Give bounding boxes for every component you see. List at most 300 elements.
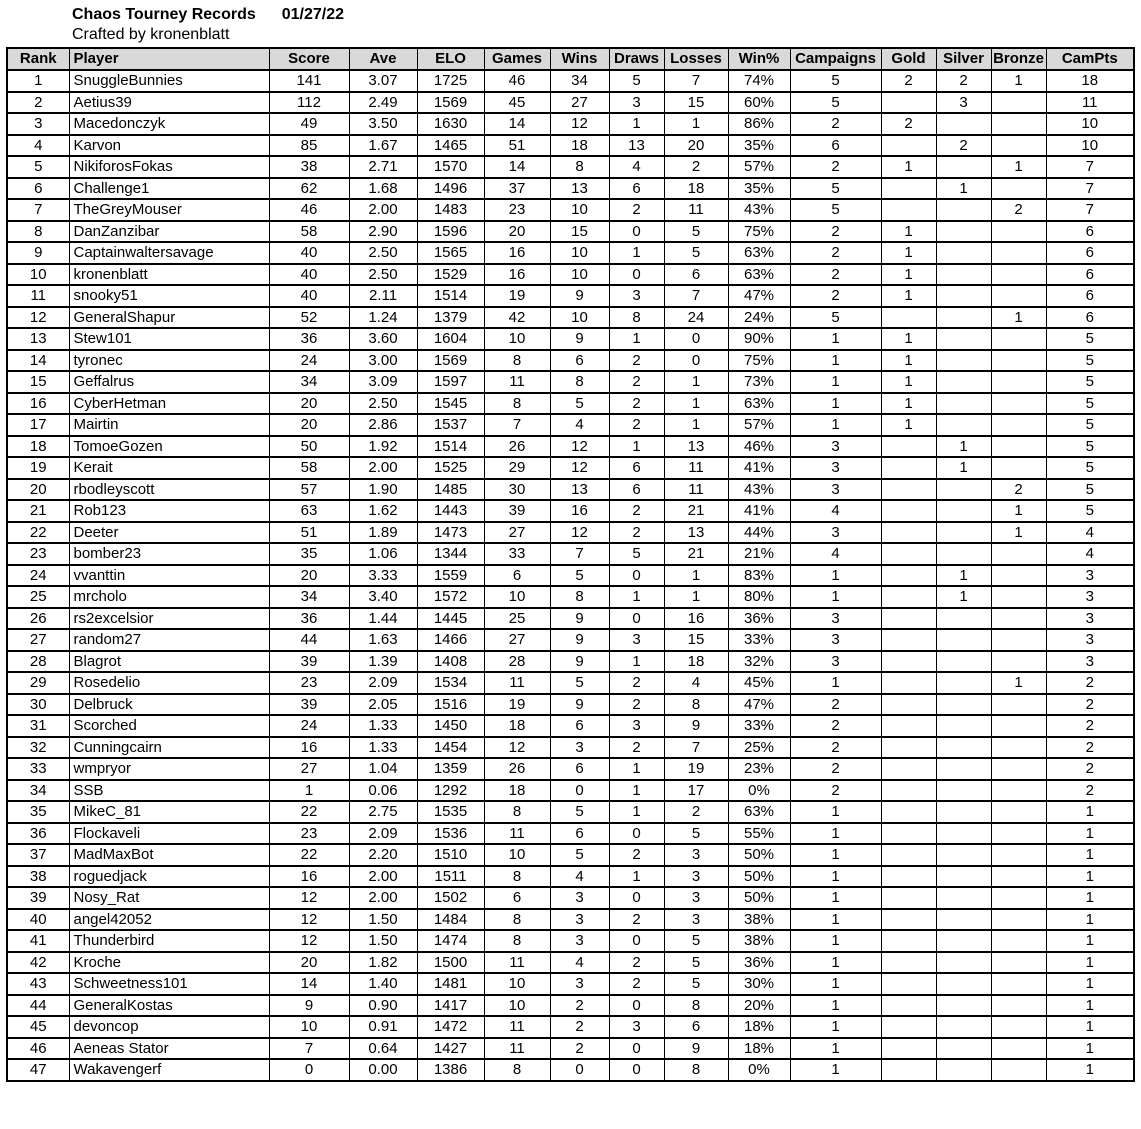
- cell-campts: 10: [1046, 113, 1134, 135]
- cell-draws: 3: [609, 1016, 664, 1038]
- cell-wins: 6: [550, 758, 609, 780]
- cell-bronze: [991, 1038, 1046, 1060]
- cell-campaigns: 1: [790, 887, 881, 909]
- cell-wins: 6: [550, 350, 609, 372]
- cell-silver: [936, 672, 991, 694]
- cell-losses: 3: [664, 866, 728, 888]
- cell-ave: 3.40: [349, 586, 417, 608]
- cell-win: 63%: [728, 264, 790, 286]
- cell-losses: 11: [664, 457, 728, 479]
- cell-rank: 8: [7, 221, 69, 243]
- cell-rank: 22: [7, 522, 69, 544]
- cell-win: 32%: [728, 651, 790, 673]
- cell-campts: 3: [1046, 629, 1134, 651]
- column-header-bronze: Bronze: [991, 48, 1046, 70]
- cell-player: rs2excelsior: [69, 608, 269, 630]
- cell-gold: [881, 92, 936, 114]
- cell-silver: [936, 887, 991, 909]
- cell-rank: 12: [7, 307, 69, 329]
- cell-player: kronenblatt: [69, 264, 269, 286]
- cell-campts: 4: [1046, 543, 1134, 565]
- cell-ave: 1.50: [349, 930, 417, 952]
- cell-wins: 9: [550, 629, 609, 651]
- cell-bronze: [991, 629, 1046, 651]
- cell-campts: 2: [1046, 715, 1134, 737]
- cell-player: GeneralKostas: [69, 995, 269, 1017]
- cell-score: 40: [269, 242, 349, 264]
- table-row: [7, 608, 1134, 630]
- cell-gold: [881, 758, 936, 780]
- cell-ave: 2.20: [349, 844, 417, 866]
- column-header-draws: Draws: [609, 48, 664, 70]
- cell-campaigns: 2: [790, 113, 881, 135]
- cell-wins: 4: [550, 866, 609, 888]
- cell-campaigns: 2: [790, 285, 881, 307]
- cell-ave: 3.00: [349, 350, 417, 372]
- cell-games: 8: [484, 866, 550, 888]
- cell-win: 23%: [728, 758, 790, 780]
- cell-silver: 1: [936, 586, 991, 608]
- cell-campts: 5: [1046, 500, 1134, 522]
- cell-score: 62: [269, 178, 349, 200]
- table-row: [7, 135, 1134, 157]
- cell-bronze: [991, 780, 1046, 802]
- cell-wins: 8: [550, 586, 609, 608]
- cell-wins: 4: [550, 414, 609, 436]
- cell-campaigns: 1: [790, 801, 881, 823]
- cell-campts: 11: [1046, 92, 1134, 114]
- cell-silver: [936, 715, 991, 737]
- cell-games: 42: [484, 307, 550, 329]
- title-block: [72, 4, 1141, 45]
- cell-player: NikiforosFokas: [69, 156, 269, 178]
- cell-silver: [936, 608, 991, 630]
- cell-losses: 19: [664, 758, 728, 780]
- cell-games: 20: [484, 221, 550, 243]
- cell-rank: 3: [7, 113, 69, 135]
- cell-bronze: 1: [991, 500, 1046, 522]
- cell-draws: 2: [609, 393, 664, 415]
- cell-rank: 47: [7, 1059, 69, 1081]
- cell-wins: 8: [550, 371, 609, 393]
- cell-wins: 34: [550, 70, 609, 92]
- cell-rank: 18: [7, 436, 69, 458]
- cell-wins: 3: [550, 887, 609, 909]
- cell-gold: 2: [881, 70, 936, 92]
- cell-score: 22: [269, 801, 349, 823]
- cell-wins: 6: [550, 823, 609, 845]
- cell-losses: 15: [664, 92, 728, 114]
- cell-draws: 0: [609, 608, 664, 630]
- cell-bronze: [991, 586, 1046, 608]
- cell-ave: 1.62: [349, 500, 417, 522]
- cell-losses: 1: [664, 113, 728, 135]
- cell-gold: [881, 479, 936, 501]
- cell-elo: 1344: [417, 543, 484, 565]
- cell-score: 46: [269, 199, 349, 221]
- cell-games: 11: [484, 672, 550, 694]
- cell-campaigns: 1: [790, 586, 881, 608]
- cell-player: GeneralShapur: [69, 307, 269, 329]
- cell-gold: [881, 866, 936, 888]
- table-row: [7, 500, 1134, 522]
- cell-draws: 3: [609, 285, 664, 307]
- cell-gold: [881, 586, 936, 608]
- cell-elo: 1502: [417, 887, 484, 909]
- table-row: [7, 1059, 1134, 1081]
- cell-bronze: [991, 1016, 1046, 1038]
- cell-gold: [881, 651, 936, 673]
- cell-rank: 43: [7, 973, 69, 995]
- cell-losses: 3: [664, 909, 728, 931]
- cell-silver: [936, 543, 991, 565]
- cell-bronze: [991, 393, 1046, 415]
- cell-gold: [881, 436, 936, 458]
- cell-player: MadMaxBot: [69, 844, 269, 866]
- cell-losses: 21: [664, 500, 728, 522]
- cell-ave: 0.90: [349, 995, 417, 1017]
- cell-player: rbodleyscott: [69, 479, 269, 501]
- cell-campts: 2: [1046, 737, 1134, 759]
- cell-rank: 25: [7, 586, 69, 608]
- cell-losses: 5: [664, 930, 728, 952]
- cell-player: Aetius39: [69, 92, 269, 114]
- cell-rank: 4: [7, 135, 69, 157]
- cell-elo: 1484: [417, 909, 484, 931]
- cell-bronze: [991, 242, 1046, 264]
- cell-bronze: [991, 844, 1046, 866]
- cell-win: 25%: [728, 737, 790, 759]
- cell-win: 57%: [728, 156, 790, 178]
- cell-campaigns: 1: [790, 1016, 881, 1038]
- cell-rank: 10: [7, 264, 69, 286]
- cell-wins: 5: [550, 393, 609, 415]
- cell-gold: 2: [881, 113, 936, 135]
- cell-silver: [936, 844, 991, 866]
- cell-campaigns: 5: [790, 92, 881, 114]
- cell-player: angel42052: [69, 909, 269, 931]
- cell-player: wmpryor: [69, 758, 269, 780]
- table-row: [7, 801, 1134, 823]
- cell-rank: 19: [7, 457, 69, 479]
- cell-win: 30%: [728, 973, 790, 995]
- cell-win: 43%: [728, 199, 790, 221]
- cell-score: 44: [269, 629, 349, 651]
- cell-silver: [936, 1038, 991, 1060]
- cell-elo: 1536: [417, 823, 484, 845]
- cell-player: Kerait: [69, 457, 269, 479]
- cell-player: Delbruck: [69, 694, 269, 716]
- table-row: [7, 543, 1134, 565]
- cell-rank: 27: [7, 629, 69, 651]
- cell-win: 86%: [728, 113, 790, 135]
- cell-games: 46: [484, 70, 550, 92]
- cell-losses: 8: [664, 995, 728, 1017]
- cell-games: 23: [484, 199, 550, 221]
- cell-rank: 44: [7, 995, 69, 1017]
- cell-score: 57: [269, 479, 349, 501]
- cell-win: 36%: [728, 608, 790, 630]
- cell-score: 141: [269, 70, 349, 92]
- cell-campts: 1: [1046, 1016, 1134, 1038]
- cell-losses: 11: [664, 199, 728, 221]
- cell-losses: 0: [664, 328, 728, 350]
- table-row: [7, 672, 1134, 694]
- cell-gold: [881, 672, 936, 694]
- cell-ave: 1.40: [349, 973, 417, 995]
- cell-win: 38%: [728, 930, 790, 952]
- cell-games: 27: [484, 522, 550, 544]
- cell-bronze: [991, 930, 1046, 952]
- cell-games: 8: [484, 930, 550, 952]
- cell-elo: 1485: [417, 479, 484, 501]
- cell-campaigns: 2: [790, 221, 881, 243]
- table-row: [7, 565, 1134, 587]
- cell-silver: [936, 307, 991, 329]
- cell-player: Captainwaltersavage: [69, 242, 269, 264]
- cell-score: 20: [269, 393, 349, 415]
- cell-ave: 0.00: [349, 1059, 417, 1081]
- cell-campaigns: 1: [790, 844, 881, 866]
- cell-bronze: [991, 737, 1046, 759]
- cell-rank: 24: [7, 565, 69, 587]
- cell-elo: 1565: [417, 242, 484, 264]
- cell-bronze: 1: [991, 672, 1046, 694]
- cell-rank: 35: [7, 801, 69, 823]
- cell-wins: 16: [550, 500, 609, 522]
- cell-elo: 1427: [417, 1038, 484, 1060]
- cell-ave: 0.06: [349, 780, 417, 802]
- cell-silver: [936, 156, 991, 178]
- cell-campts: 1: [1046, 844, 1134, 866]
- cell-draws: 2: [609, 522, 664, 544]
- table-row: [7, 887, 1134, 909]
- cell-draws: 0: [609, 565, 664, 587]
- cell-rank: 28: [7, 651, 69, 673]
- table-row: [7, 414, 1134, 436]
- cell-campts: 2: [1046, 758, 1134, 780]
- cell-bronze: [991, 264, 1046, 286]
- cell-ave: 2.00: [349, 199, 417, 221]
- cell-draws: 2: [609, 694, 664, 716]
- cell-wins: 4: [550, 952, 609, 974]
- cell-draws: 4: [609, 156, 664, 178]
- cell-ave: 1.67: [349, 135, 417, 157]
- table-row: [7, 952, 1134, 974]
- cell-gold: [881, 565, 936, 587]
- cell-games: 28: [484, 651, 550, 673]
- cell-campts: 2: [1046, 780, 1134, 802]
- cell-bronze: 2: [991, 479, 1046, 501]
- cell-rank: 21: [7, 500, 69, 522]
- cell-silver: [936, 479, 991, 501]
- cell-gold: [881, 307, 936, 329]
- cell-player: Challenge1: [69, 178, 269, 200]
- cell-losses: 4: [664, 672, 728, 694]
- table-row: [7, 350, 1134, 372]
- cell-score: 16: [269, 866, 349, 888]
- table-row: [7, 264, 1134, 286]
- cell-gold: 1: [881, 221, 936, 243]
- column-header-wins: Wins: [550, 48, 609, 70]
- cell-losses: 1: [664, 393, 728, 415]
- cell-gold: [881, 930, 936, 952]
- cell-silver: [936, 393, 991, 415]
- cell-campaigns: 1: [790, 930, 881, 952]
- cell-wins: 10: [550, 307, 609, 329]
- cell-win: 75%: [728, 221, 790, 243]
- cell-wins: 2: [550, 1016, 609, 1038]
- cell-losses: 8: [664, 1059, 728, 1081]
- cell-elo: 1514: [417, 285, 484, 307]
- cell-gold: [881, 1059, 936, 1081]
- cell-draws: 0: [609, 1038, 664, 1060]
- cell-gold: 1: [881, 371, 936, 393]
- cell-bronze: [991, 543, 1046, 565]
- cell-gold: [881, 909, 936, 931]
- cell-games: 10: [484, 328, 550, 350]
- cell-silver: 1: [936, 436, 991, 458]
- cell-score: 34: [269, 586, 349, 608]
- cell-campaigns: 5: [790, 199, 881, 221]
- page-subtitle: Crafted by kronenblatt: [72, 26, 230, 43]
- cell-score: 52: [269, 307, 349, 329]
- cell-games: 8: [484, 350, 550, 372]
- cell-ave: 1.63: [349, 629, 417, 651]
- cell-score: 34: [269, 371, 349, 393]
- cell-losses: 6: [664, 264, 728, 286]
- cell-win: 80%: [728, 586, 790, 608]
- records-table: [6, 47, 1135, 1082]
- cell-campts: 1: [1046, 823, 1134, 845]
- table-row: [7, 285, 1134, 307]
- cell-score: 12: [269, 887, 349, 909]
- cell-games: 10: [484, 973, 550, 995]
- cell-silver: [936, 694, 991, 716]
- cell-campts: 7: [1046, 178, 1134, 200]
- cell-wins: 6: [550, 715, 609, 737]
- cell-draws: 0: [609, 823, 664, 845]
- cell-wins: 2: [550, 995, 609, 1017]
- cell-elo: 1481: [417, 973, 484, 995]
- table-row: [7, 92, 1134, 114]
- cell-campaigns: 5: [790, 307, 881, 329]
- cell-wins: 13: [550, 178, 609, 200]
- cell-losses: 7: [664, 70, 728, 92]
- cell-campts: 6: [1046, 307, 1134, 329]
- cell-wins: 3: [550, 930, 609, 952]
- cell-wins: 5: [550, 565, 609, 587]
- cell-silver: [936, 952, 991, 974]
- cell-games: 12: [484, 737, 550, 759]
- cell-games: 30: [484, 479, 550, 501]
- cell-ave: 1.06: [349, 543, 417, 565]
- cell-draws: 5: [609, 543, 664, 565]
- cell-silver: [936, 414, 991, 436]
- cell-campts: 3: [1046, 565, 1134, 587]
- cell-losses: 0: [664, 350, 728, 372]
- cell-silver: [936, 737, 991, 759]
- cell-ave: 3.33: [349, 565, 417, 587]
- cell-win: 18%: [728, 1038, 790, 1060]
- cell-games: 14: [484, 113, 550, 135]
- cell-elo: 1570: [417, 156, 484, 178]
- page-title: Chaos Tourney Records: [72, 6, 256, 23]
- cell-win: 75%: [728, 350, 790, 372]
- cell-gold: 1: [881, 328, 936, 350]
- cell-score: 22: [269, 844, 349, 866]
- cell-player: Karvon: [69, 135, 269, 157]
- cell-games: 26: [484, 758, 550, 780]
- cell-ave: 2.75: [349, 801, 417, 823]
- cell-gold: [881, 522, 936, 544]
- cell-ave: 2.09: [349, 672, 417, 694]
- cell-bronze: [991, 1059, 1046, 1081]
- table-row: [7, 70, 1134, 92]
- cell-score: 24: [269, 350, 349, 372]
- column-header-win: Win%: [728, 48, 790, 70]
- cell-ave: 2.09: [349, 823, 417, 845]
- cell-draws: 2: [609, 414, 664, 436]
- cell-ave: 0.64: [349, 1038, 417, 1060]
- cell-campts: 1: [1046, 801, 1134, 823]
- cell-bronze: [991, 866, 1046, 888]
- cell-wins: 12: [550, 522, 609, 544]
- cell-silver: [936, 113, 991, 135]
- cell-campaigns: 3: [790, 651, 881, 673]
- cell-ave: 3.50: [349, 113, 417, 135]
- cell-games: 6: [484, 565, 550, 587]
- cell-wins: 10: [550, 264, 609, 286]
- cell-win: 36%: [728, 952, 790, 974]
- cell-win: 45%: [728, 672, 790, 694]
- cell-silver: [936, 285, 991, 307]
- cell-draws: 6: [609, 457, 664, 479]
- cell-player: Mairtin: [69, 414, 269, 436]
- cell-player: Thunderbird: [69, 930, 269, 952]
- cell-elo: 1445: [417, 608, 484, 630]
- column-header-gold: Gold: [881, 48, 936, 70]
- cell-win: 35%: [728, 178, 790, 200]
- cell-campts: 3: [1046, 586, 1134, 608]
- cell-player: Flockaveli: [69, 823, 269, 845]
- cell-campts: 1: [1046, 1059, 1134, 1081]
- cell-silver: [936, 995, 991, 1017]
- cell-win: 55%: [728, 823, 790, 845]
- cell-losses: 13: [664, 522, 728, 544]
- cell-ave: 2.90: [349, 221, 417, 243]
- table-row: [7, 758, 1134, 780]
- cell-silver: [936, 629, 991, 651]
- cell-bronze: 2: [991, 199, 1046, 221]
- column-header-elo: ELO: [417, 48, 484, 70]
- column-header-campts: CamPts: [1046, 48, 1134, 70]
- cell-score: 23: [269, 823, 349, 845]
- cell-ave: 2.86: [349, 414, 417, 436]
- cell-bronze: [991, 758, 1046, 780]
- cell-rank: 13: [7, 328, 69, 350]
- cell-rank: 16: [7, 393, 69, 415]
- cell-bronze: 1: [991, 70, 1046, 92]
- cell-ave: 1.33: [349, 715, 417, 737]
- cell-wins: 12: [550, 457, 609, 479]
- cell-draws: 3: [609, 715, 664, 737]
- cell-score: 36: [269, 608, 349, 630]
- cell-wins: 0: [550, 1059, 609, 1081]
- cell-win: 0%: [728, 1059, 790, 1081]
- cell-games: 8: [484, 909, 550, 931]
- cell-player: Deeter: [69, 522, 269, 544]
